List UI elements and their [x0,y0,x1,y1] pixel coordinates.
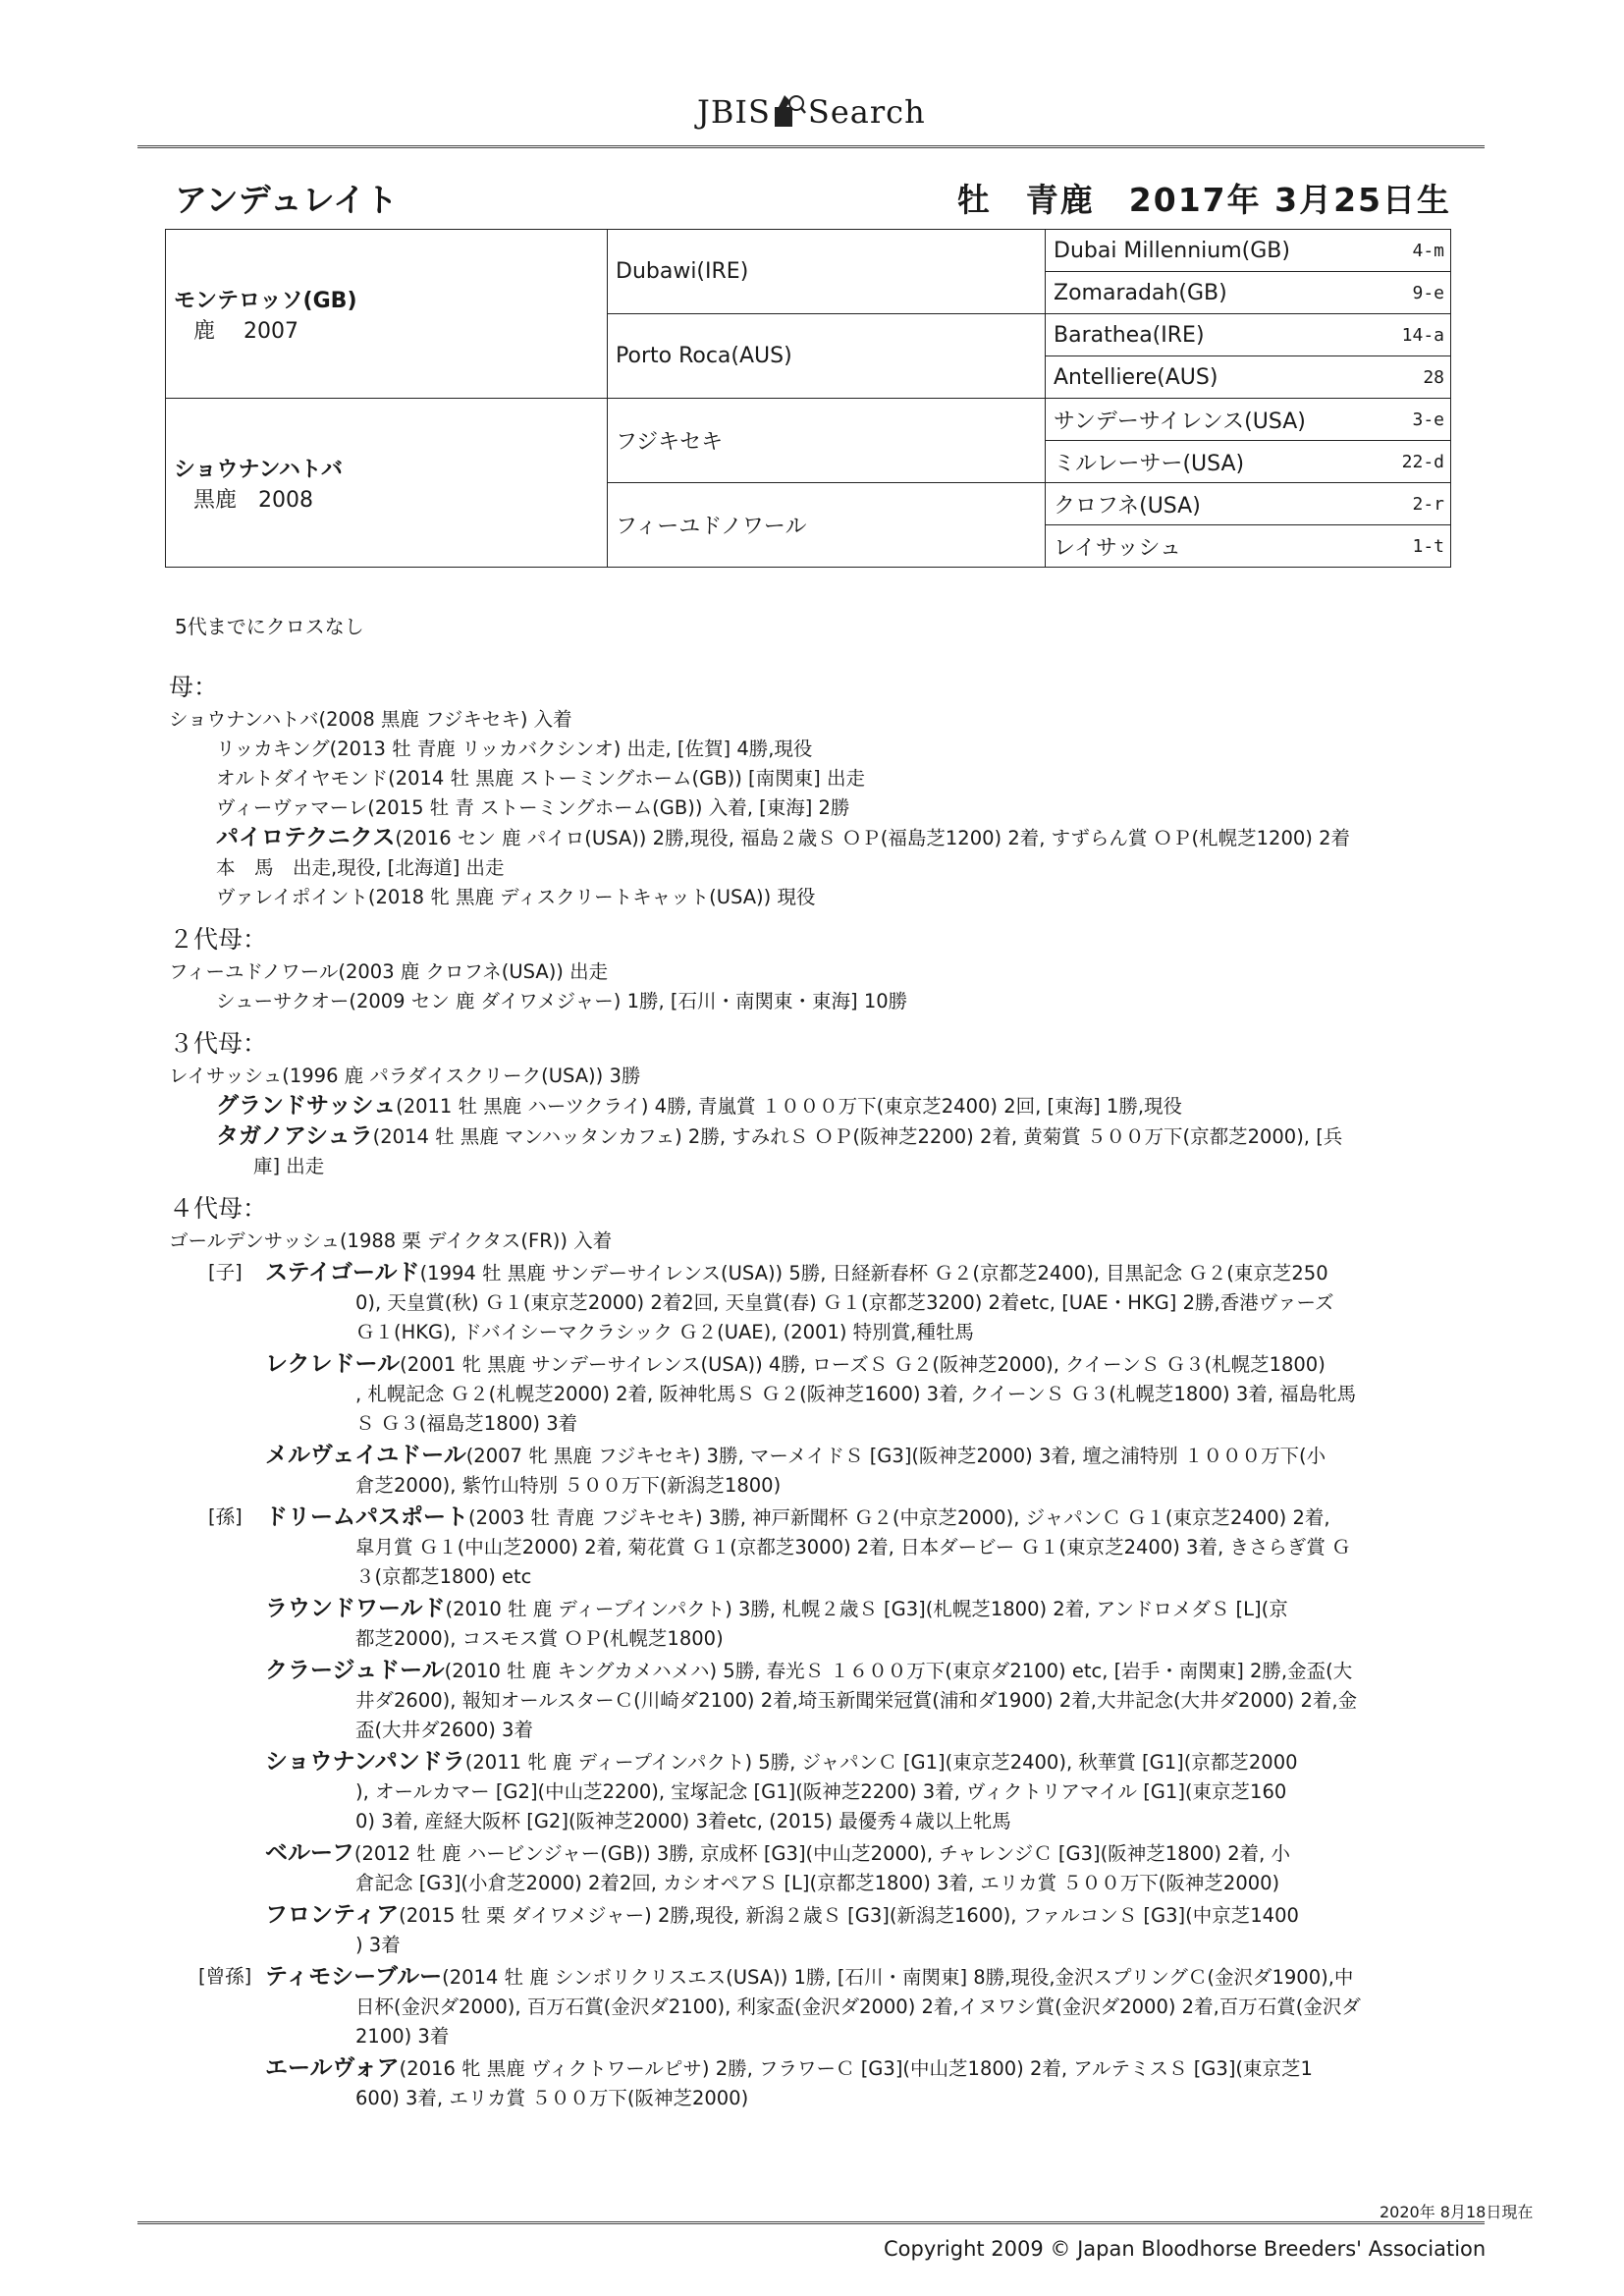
jbis-search-logo [697,93,926,131]
horse-name: アンデュレイト [175,181,399,219]
descendant-name: レクレドール [265,1351,401,1377]
descendant-line: ３(京都芝1800) etc [355,1565,532,1588]
family-number: 4-m [1412,240,1444,261]
descendant-name: ステイゴールド [265,1260,420,1285]
offspring-record: (2016 セン 鹿 パイロ(USA)) 2勝,現役, 福島２歳Ｓ ＯＰ(福島芝1200) 2着, すずらん賞 ＯＰ(札幌芝1200) 2着 [395,827,1350,849]
offspring-line: オルトダイヤモンド(2014 牡 黒鹿 ストーミングホーム(GB)) [南関東] 出走 [216,767,865,790]
descendant-record: (2007 牝 黒鹿 フジキセキ) 3勝, マーメイドＳ [G3](阪神芝2000) 3着, 壇之浦特別 １０００万下(小 [465,1445,1326,1467]
descendant-entry [169,1900,1465,1960]
footer-rule [137,2221,1485,2224]
descendant-line: Ｇ１(HKG), ドバイシーマクラシック Ｇ２(UAE), (2001) 特別賞,種牡馬 [355,1321,974,1343]
family-number: 2-r [1412,493,1444,515]
section-title-g2dam: ２代母： [169,925,268,954]
g3-name: ミルレーサー(USA) [1054,451,1245,476]
pedigree-g2-cell: フジキセキ [608,399,1046,483]
honba-line: 本 馬 出走,現役, [北海道] 出走 [216,856,505,879]
generation-tag: [孫] [208,1505,243,1528]
descendant-entry [169,2053,1465,2113]
pedigree-table [165,229,1451,568]
copyright: Copyright 2009 © Japan Bloodhorse Breeders' Association [884,2237,1487,2261]
descendant-line: 皐月賞 Ｇ１(中山芝2000) 2着, 菊花賞 Ｇ１(京都芝3000) 2着, 日本ダービー Ｇ１(東京芝2400) 3着, きさらぎ賞 Ｇ [355,1536,1351,1558]
descendant-entry [169,1258,1465,1347]
dam-name: ショウナンハトバ [174,457,344,482]
offspring-name: グランドサッシュ [216,1093,397,1119]
dam-main: ショウナンハトバ(2008 黒鹿 フジキセキ) 入着 [169,708,572,731]
descendant-line: Ｓ Ｇ３(福島芝1800) 3着 [355,1412,578,1435]
g3-name: レイサッシュ [1054,535,1182,561]
offspring-record: (2011 牡 黒鹿 ハーツクライ) 4勝, 青嵐賞 １０００万下(東京芝2400) 2回, [東海] 1勝,現役 [396,1095,1183,1118]
descendant-line: 倉記念 [G3](小倉芝2000) 2着2回, カシオペアＳ [L](京都芝1800) 3着, エリカ賞 ５００万下(阪神芝2000) [355,1872,1280,1894]
pedigree-g3-cell [1046,483,1451,525]
offspring-line: ヴィーヴァマーレ(2015 牡 青 ストーミングホーム(GB)) 入着, [東海] 2勝 [216,796,850,819]
descendant-name: ラウンドワールド [265,1596,446,1621]
family-number: 9-e [1412,282,1444,303]
descendant-line: 盃(大井ダ2600) 3着 [355,1719,533,1741]
family-number: 3-e [1412,409,1444,430]
pedigree-g3-cell [1046,356,1451,399]
descendant-line: 600) 3着, エリカ賞 ５００万下(阪神芝2000) [355,2087,749,2109]
offspring-line: ヴァレイポイント(2018 牝 黒鹿 ディスクリートキャット(USA)) 現役 [216,886,816,908]
descendant-name: ショウナンパンドラ [265,1749,465,1775]
family-number: 22-d [1401,451,1444,472]
descendant-entry [169,1503,1465,1592]
descendant-line [169,1900,1465,1931]
title-row [175,175,1451,218]
generation-tag: [子] [208,1261,243,1284]
dam-sub: 黒鹿 2008 [193,487,313,513]
descendant-entry [169,1656,1465,1745]
family-number: 1-t [1412,535,1444,557]
descendant-line [169,1349,1465,1380]
offspring-line [169,823,1465,853]
family-records [169,660,1465,2113]
descendant-record: (2011 牝 鹿 ディープインパクト) 5勝, ジャパンＣ [G1](東京芝2400), 秋華賞 [G1](京都芝2000 [464,1751,1298,1774]
pedigree-g3-cell [1046,314,1451,356]
page-header [0,0,1624,147]
section-title-g3dam: ３代母： [169,1029,268,1058]
descendant-line: ), オールカマー [G2](中山芝2200), 宝塚記念 [G1](阪神芝2200) 3着, ヴィクトリアマイル [G1](東京芝160 [355,1780,1287,1803]
g3-name: Barathea(IRE) [1054,322,1205,348]
descendant-line [169,2053,1465,2084]
logo-text-left: JBIS [697,93,771,131]
descendant-line: ) 3着 [355,1934,401,1956]
descendant-line: 井ダ2600), 報知オールスターＣ(川崎ダ2100) 2着,埼玉新聞栄冠賞(浦和ダ1900) 2着,大井記念(大井ダ2000) 2着,金 [355,1689,1358,1712]
descendant-record: (2010 牡 鹿 キングカメハメハ) 5勝, 春光Ｓ １６００万下(東京ダ2100) etc, [岩手・南関東] 2勝,金盃(大 [444,1660,1353,1682]
pedigree-g3-cell [1046,272,1451,314]
generation-tag: [曾孫] [198,1965,252,1988]
offspring-line [169,1091,1465,1121]
pedigree-dam-cell [166,399,608,568]
section-title-g4dam: ４代母： [169,1194,268,1223]
descendant-record: (2003 牡 青鹿 フジキセキ) 3勝, 神戸新聞杯 Ｇ２(中京芝2000), ジャパンＣ Ｇ１(東京芝2400) 2着, [468,1506,1330,1529]
pedigree-g3-cell [1046,230,1451,272]
descendant-line: 日杯(金沢ダ2000), 百万石賞(金沢ダ2100), 利家盃(金沢ダ2000) 2着,イヌワシ賞(金沢ダ2000) 2着,百万石賞(金沢ダ [355,1995,1361,2018]
descendant-line [169,1962,1465,1993]
offspring-record: (2014 牡 黒鹿 マンハッタンカフェ) 2勝, すみれＳ ＯＰ(阪神芝2200) 2着, 黄菊賞 ５００万下(京都芝2000), [兵 [372,1125,1343,1148]
g3-name: Zomaradah(GB) [1054,280,1227,305]
g2dam-main: フィーユドノワール(2003 鹿 クロフネ(USA)) 出走 [169,960,609,983]
sire-sub: 鹿 2007 [193,318,298,344]
descendant-line [169,1656,1465,1686]
descendant-line [169,1503,1465,1533]
descendant-name: ベルーフ [265,1840,354,1866]
descendant-entry [169,1594,1465,1654]
descendant-name: メルヴェイユドール [265,1443,466,1468]
offspring-line: シューサクオー(2009 セン 鹿 ダイワメジャー) 1勝, [石川・南関東・東海] 10勝 [216,990,908,1012]
pedigree-g3-cell [1046,525,1451,568]
descendant-line: 都芝2000), コスモス賞 ＯＰ(札幌芝1800) [355,1627,724,1650]
offspring-line-cont: 庫] 出走 [253,1155,325,1177]
descendant-record: (1994 牡 黒鹿 サンデーサイレンス(USA)) 5勝, 日経新春杯 Ｇ２(京都芝2400), 目黒記念 Ｇ２(東京芝250 [419,1262,1328,1285]
descendant-line: 倉芝2000), 紫竹山特別 ５００万下(新潟芝1800) [355,1474,782,1497]
g3-name: Dubai Millennium(GB) [1054,238,1290,263]
descendant-record: (2015 牡 栗 ダイワメジャー) 2勝,現役, 新潟２歳Ｓ [G3](新潟芝1600), ファルコンＳ [G3](中京芝1400 [399,1904,1299,1927]
descendant-line [169,1441,1465,1471]
pedigree-sire-cell [166,230,608,399]
descendant-name: ティモシーブルー [265,1964,443,1990]
descendant-line [169,1594,1465,1624]
offspring-line [169,1121,1465,1152]
cross-note: 5代までにクロスなし [175,615,364,638]
pedigree-g2-cell: Dubawi(IRE) [608,230,1046,314]
offspring-line: リッカキング(2013 牡 青鹿 リッカバクシンオ) 出走, [佐賀] 4勝,現役 [216,738,813,760]
descendant-name: エールヴォア [265,2055,400,2081]
family-number: 28 [1423,366,1444,388]
descendant-line [169,1258,1465,1288]
descendant-line: 0) 3着, 産経大阪杯 [G2](阪神芝2000) 3着etc, (2015) 最優秀４歳以上牝馬 [355,1810,1011,1832]
sire-name: モンテロッソ(GB) [174,288,357,313]
pedigree-g3-cell [1046,399,1451,441]
horse-info: 牡 青鹿 2017年 3月25日生 [956,181,1451,219]
descendant-entry [169,1962,1465,2051]
descendant-entry [169,1441,1465,1501]
descendant-record: (2016 牝 黒鹿 ヴィクトワールピサ) 2勝, フラワーＣ [G3](中山芝1800) 2着, アルテミスＳ [G3](東京芝1 [399,2057,1313,2080]
descendant-name: クラージュドール [265,1658,445,1683]
descendant-entry [169,1747,1465,1836]
g3-name: クロフネ(USA) [1054,493,1201,519]
horse-magnifier-icon [773,93,806,129]
g3-name: Antelliere(AUS) [1054,364,1218,390]
descendant-line: 2100) 3着 [355,2025,450,2048]
logo-text-right: Search [807,93,926,131]
descendant-record: (2014 牡 鹿 シンボリクリスエス(USA)) 1勝, [石川・南関東] 8勝,現役,金沢スプリングＣ(金沢ダ1900),中 [442,1966,1354,1989]
offspring-name: タガノアシュラ [216,1123,373,1149]
descendant-name: フロンティア [265,1902,400,1928]
pedigree-g3-cell [1046,441,1451,483]
descendant-line [169,1838,1465,1869]
descendant-line [169,1747,1465,1777]
descendant-line: , 札幌記念 Ｇ２(札幌芝2000) 2着, 阪神牝馬Ｓ Ｇ２(阪神芝1600) 3着, クイーンＳ Ｇ３(札幌芝1800) 3着, 福島牝馬 [355,1383,1357,1405]
descendant-record: (2012 牡 鹿 ハービンジャー(GB)) 3勝, 京成杯 [G3](中山芝2000), チャレンジＣ [G3](阪神芝1800) 2着, 小 [353,1842,1291,1865]
descendant-line: 0), 天皇賞(秋) Ｇ１(東京芝2000) 2着2回, 天皇賞(春) Ｇ１(京都芝3200) 2着etc, [UAE・HKG] 2勝,香港ヴァーズ [355,1291,1334,1314]
g4-entries [169,1258,1465,2113]
descendant-name: ドリームパスポート [265,1504,468,1530]
pedigree-g2-cell: Porto Roca(AUS) [608,314,1046,399]
family-number: 14-a [1401,324,1444,346]
offspring-name: パイロテクニクス [216,825,396,850]
descendant-entry [169,1838,1465,1898]
g3-name: サンデーサイレンス(USA) [1054,409,1306,434]
section-title-dam: 母： [169,673,219,701]
as-of-date: 2020年 8月18日現在 [1380,2203,1534,2221]
descendant-entry [169,1349,1465,1439]
descendant-record: (2010 牡 鹿 ディープインパクト) 3勝, 札幌２歳Ｓ [G3](札幌芝1800) 2着, アンドロメダＳ [L](京 [445,1598,1288,1620]
header-rule [137,145,1485,148]
g4dam-main: ゴールデンサッシュ(1988 栗 デイクタス(FR)) 入着 [169,1230,613,1252]
pedigree-g2-cell: フィーユドノワール [608,483,1046,568]
descendant-record: (2001 牝 黒鹿 サンデーサイレンス(USA)) 4勝, ローズＳ Ｇ２(阪神芝2000), クイーンＳ Ｇ３(札幌芝1800) [400,1353,1326,1376]
g3dam-main: レイサッシュ(1996 鹿 パラダイスクリーク(USA)) 3勝 [169,1065,641,1087]
